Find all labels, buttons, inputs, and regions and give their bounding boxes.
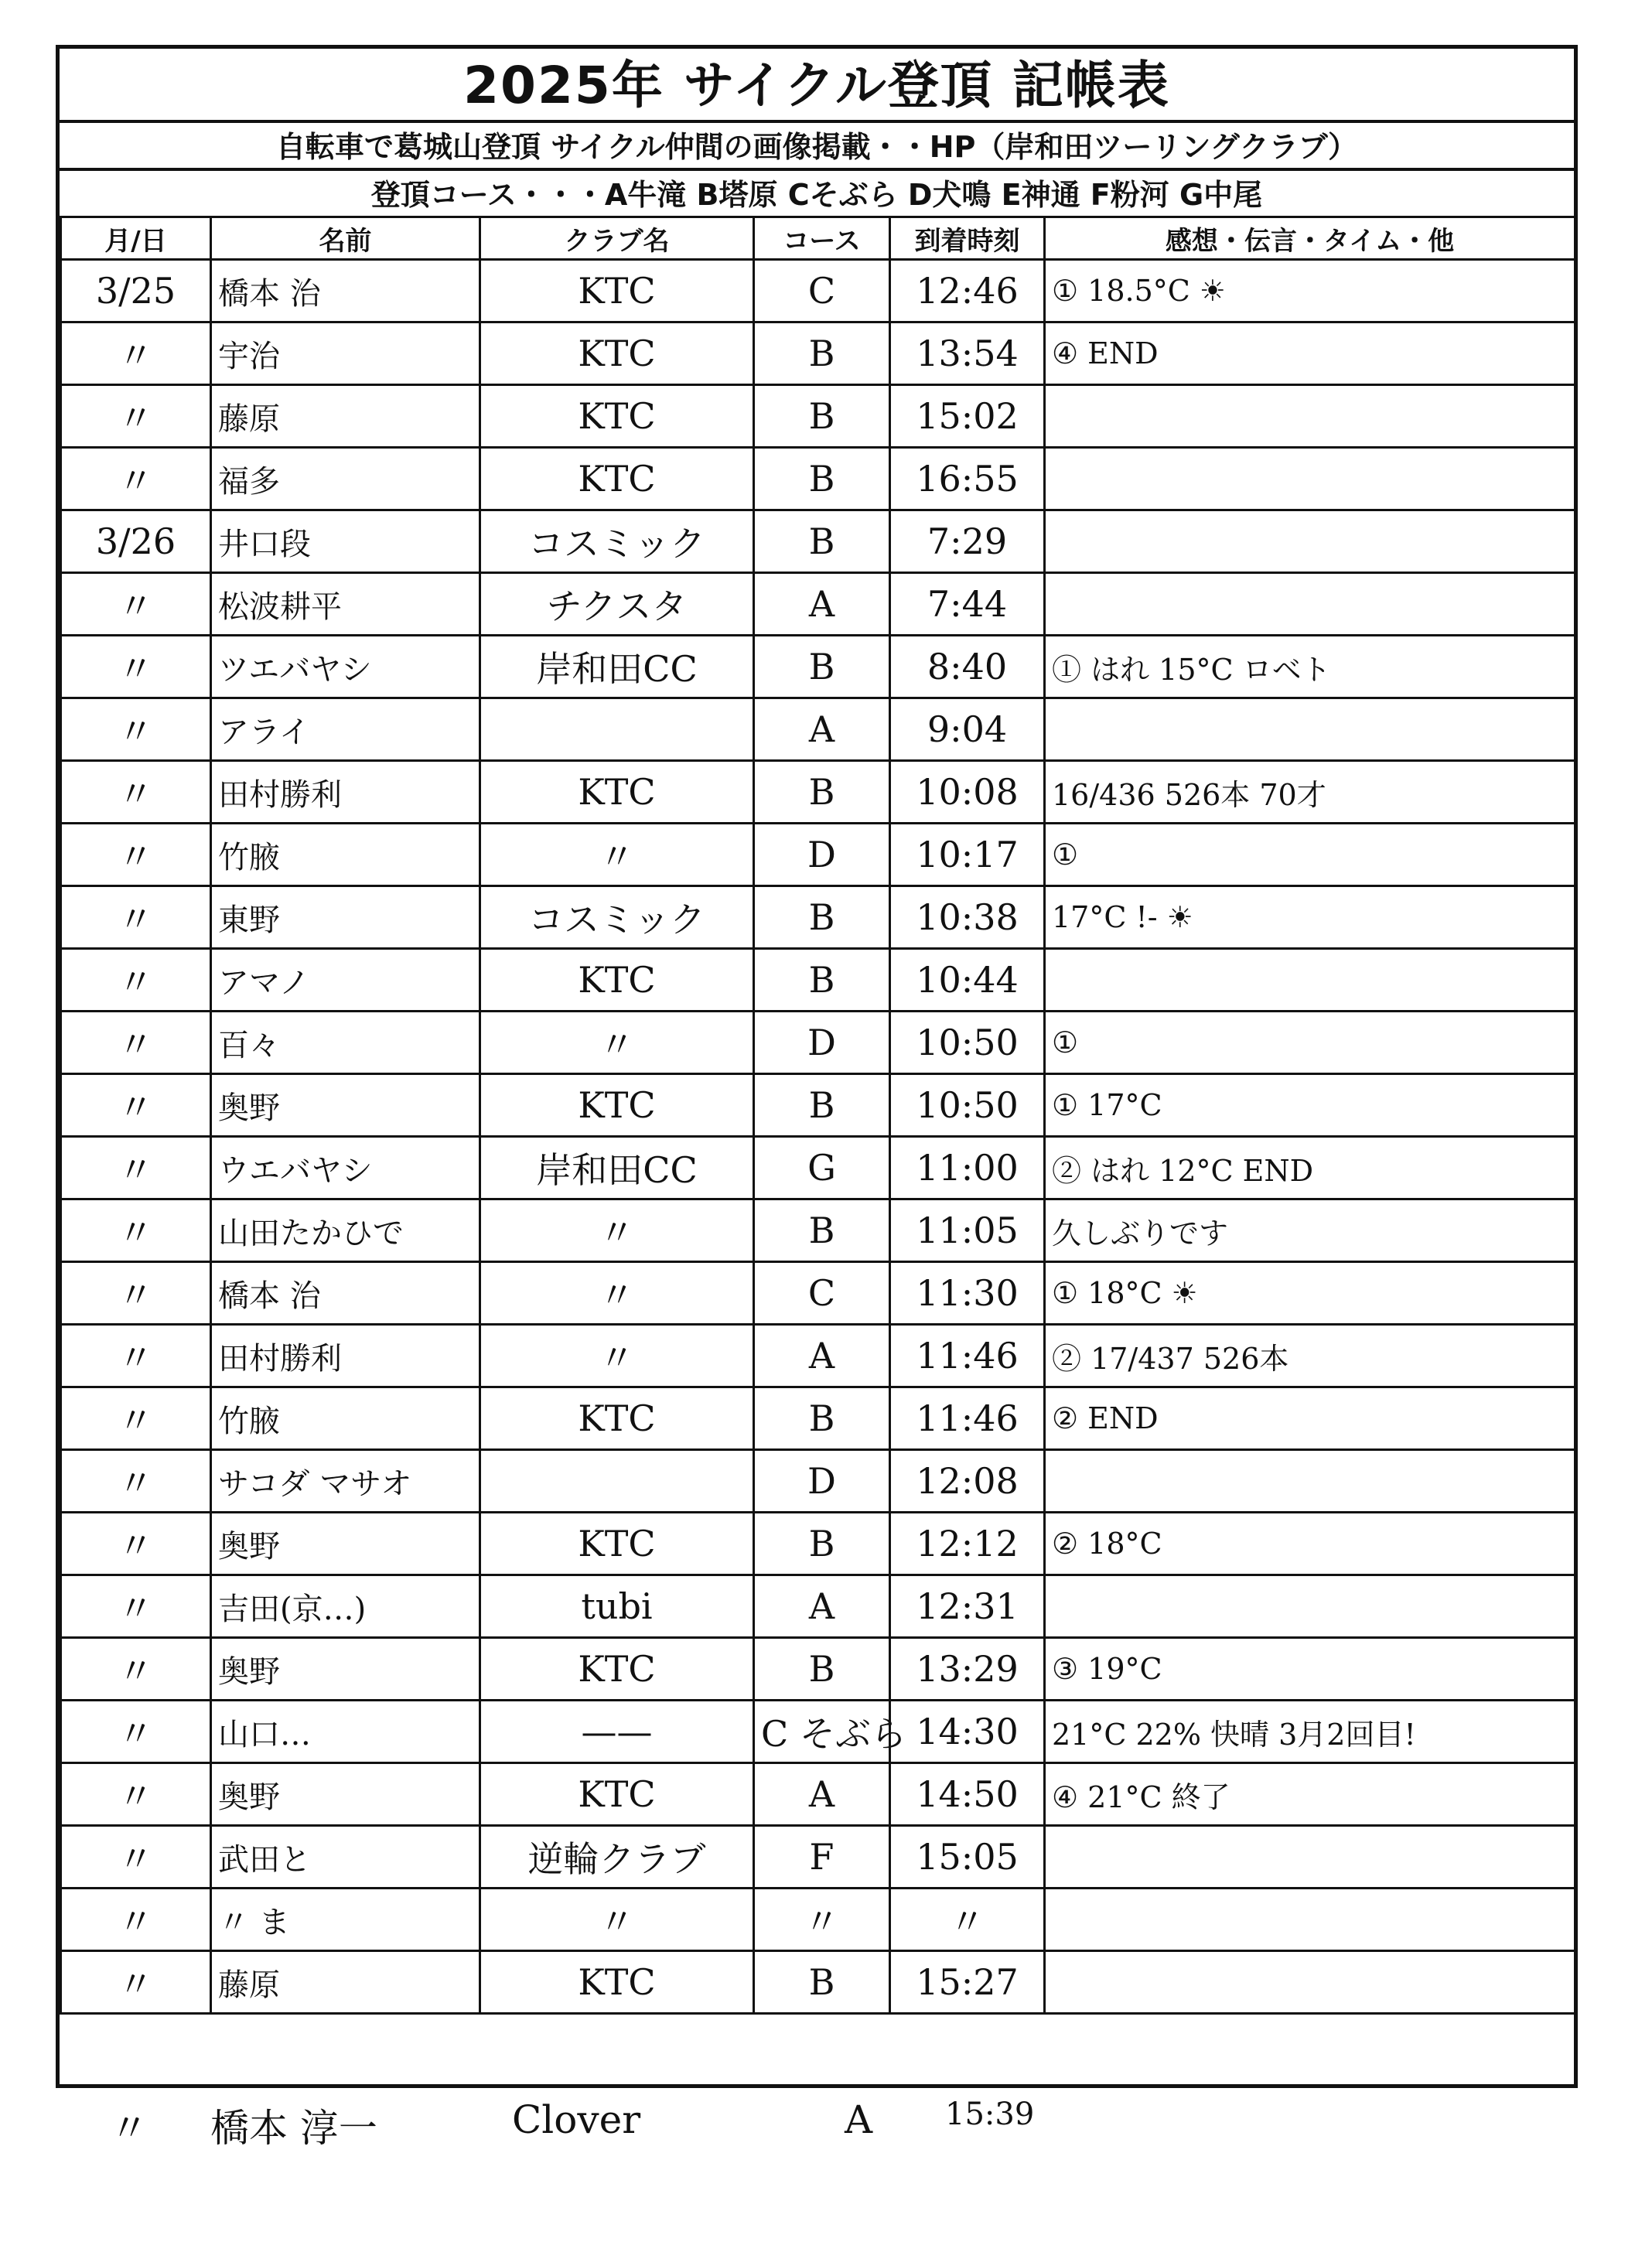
cell-date: 〃	[61, 698, 211, 761]
cell-date: 〃	[61, 1513, 211, 1575]
cell-time: 14:30	[890, 1701, 1045, 1763]
cell-club: 逆輪クラブ	[480, 1826, 754, 1889]
cell-name: 奥野	[211, 1638, 480, 1701]
extra-date: 〃	[110, 2106, 148, 2151]
cell-name: アマノ	[211, 949, 480, 1012]
table-row	[61, 761, 1575, 824]
cell-date: 〃	[61, 1889, 211, 1951]
cell-club: KTC	[480, 949, 754, 1012]
cell-date: 〃	[61, 1951, 211, 2014]
cell-course: B	[754, 1638, 890, 1701]
cell-name: 橋本 治	[211, 1262, 480, 1325]
cell-date: 〃	[61, 573, 211, 636]
extra-time: 15:39	[945, 2097, 1035, 2132]
cell-time: 9:04	[890, 698, 1045, 761]
extra-name: 橋本 淳一	[210, 2106, 377, 2151]
cell-date: 〃	[61, 949, 211, 1012]
cell-date: 〃	[61, 761, 211, 824]
cell-time: 11:00	[890, 1137, 1045, 1199]
cell-date: 〃	[61, 1575, 211, 1638]
table-row	[61, 886, 1575, 949]
cell-time: 7:44	[890, 573, 1045, 636]
table-row	[61, 1137, 1575, 1199]
table-row	[61, 1889, 1575, 1951]
cell-date: 〃	[61, 1199, 211, 1262]
cell-note: ①	[1045, 1012, 1575, 1074]
cell-name: 宇治	[211, 322, 480, 385]
col-header-name: 名前	[211, 217, 480, 260]
table-row	[61, 1199, 1575, 1262]
cell-time: 11:30	[890, 1262, 1045, 1325]
cell-date: 〃	[61, 1262, 211, 1325]
cell-time: 12:08	[890, 1450, 1045, 1513]
cell-club: KTC	[480, 1951, 754, 2014]
cell-course: A	[754, 573, 890, 636]
cell-name: 松波耕平	[211, 573, 480, 636]
table-row	[61, 448, 1575, 510]
cell-date: 〃	[61, 322, 211, 385]
cell-name: 〃 ま	[211, 1889, 480, 1951]
col-header-arrival-time: 到着時刻	[890, 217, 1045, 260]
cell-date: 3/25	[61, 260, 211, 322]
cell-date: 〃	[61, 886, 211, 949]
cell-date: 〃	[61, 1763, 211, 1826]
cell-note	[1045, 698, 1575, 761]
cell-date: 〃	[61, 1450, 211, 1513]
cell-course: G	[754, 1137, 890, 1199]
cell-club: 岸和田CC	[480, 1137, 754, 1199]
cell-time: 12:31	[890, 1575, 1045, 1638]
cell-course: D	[754, 824, 890, 886]
cell-time: 13:29	[890, 1638, 1045, 1701]
cell-note	[1045, 949, 1575, 1012]
cell-name: 奥野	[211, 1513, 480, 1575]
cell-note: ① 17°C	[1045, 1074, 1575, 1137]
cell-club: KTC	[480, 1513, 754, 1575]
cell-note	[1045, 1889, 1575, 1951]
cell-course: A	[754, 1325, 890, 1387]
cell-club: 〃	[480, 1012, 754, 1074]
cell-date: 〃	[61, 1826, 211, 1889]
table-row	[61, 1325, 1575, 1387]
cell-note	[1045, 1826, 1575, 1889]
cell-time: 11:46	[890, 1325, 1045, 1387]
table-row	[61, 1638, 1575, 1701]
cell-name: 井口段	[211, 510, 480, 573]
cell-name: 奥野	[211, 1074, 480, 1137]
cell-club: チクスタ	[480, 573, 754, 636]
cell-note: ② END	[1045, 1387, 1575, 1450]
cell-club: KTC	[480, 1638, 754, 1701]
cell-time: 12:46	[890, 260, 1045, 322]
cell-date: 〃	[61, 1137, 211, 1199]
cell-date: 〃	[61, 1638, 211, 1701]
cell-name: アライ	[211, 698, 480, 761]
table-row	[61, 510, 1575, 573]
cell-note	[1045, 1575, 1575, 1638]
table-row	[61, 1575, 1575, 1638]
cell-name: 藤原	[211, 385, 480, 448]
cell-course: C そぶら	[754, 1701, 890, 1763]
cell-course: D	[754, 1012, 890, 1074]
cell-club: KTC	[480, 1387, 754, 1450]
table-row	[61, 1513, 1575, 1575]
cell-course: B	[754, 949, 890, 1012]
cell-note: ④ 21°C 終了	[1045, 1763, 1575, 1826]
cell-date: 〃	[61, 1012, 211, 1074]
cell-club: 〃	[480, 1199, 754, 1262]
sheet-subtitle: 自転車で葛城山登頂 サイクル仲間の画像掲載・・HP（岸和田ツーリングクラブ）	[60, 123, 1574, 171]
cell-note: ① 18°C ☀	[1045, 1262, 1575, 1325]
cell-course: B	[754, 510, 890, 573]
cell-time: 10:50	[890, 1012, 1045, 1074]
cell-club: KTC	[480, 761, 754, 824]
cell-club: コスミック	[480, 510, 754, 573]
cell-course: B	[754, 385, 890, 448]
cell-name: 奥野	[211, 1763, 480, 1826]
cell-time: 13:54	[890, 322, 1045, 385]
climb-log-table	[60, 216, 1576, 2015]
cell-course: C	[754, 1262, 890, 1325]
table-body	[61, 260, 1575, 2014]
cell-note	[1045, 573, 1575, 636]
table-row	[61, 949, 1575, 1012]
cell-course: B	[754, 1513, 890, 1575]
cell-note: 16/436 526本 70才	[1045, 761, 1575, 824]
col-header-date: 月/日	[61, 217, 211, 260]
cell-date: 3/26	[61, 510, 211, 573]
cell-course: C	[754, 260, 890, 322]
table-row	[61, 824, 1575, 886]
cell-club: 〃	[480, 1889, 754, 1951]
cell-club: KTC	[480, 260, 754, 322]
table-row	[61, 260, 1575, 322]
cell-name: 竹腋	[211, 1387, 480, 1450]
cell-note: 21°C 22% 快晴 3月2回目!	[1045, 1701, 1575, 1763]
cell-time: 15:02	[890, 385, 1045, 448]
table-row	[61, 573, 1575, 636]
extra-club: Clover	[512, 2097, 641, 2142]
table-header-row	[61, 217, 1575, 260]
cell-date: 〃	[61, 1701, 211, 1763]
cell-club: KTC	[480, 322, 754, 385]
col-header-course: コース	[754, 217, 890, 260]
cell-club: 〃	[480, 1262, 754, 1325]
table-row	[61, 385, 1575, 448]
extra-entry-row	[56, 2088, 1578, 2212]
cell-date: 〃	[61, 1325, 211, 1387]
cell-note: 久しぶりです	[1045, 1199, 1575, 1262]
cell-time: 10:50	[890, 1074, 1045, 1137]
cell-note	[1045, 385, 1575, 448]
cell-course: A	[754, 1763, 890, 1826]
cell-club: KTC	[480, 448, 754, 510]
table-row	[61, 698, 1575, 761]
table-row	[61, 636, 1575, 698]
cell-note: ② 18°C	[1045, 1513, 1575, 1575]
cell-course: B	[754, 1199, 890, 1262]
cell-club: KTC	[480, 1763, 754, 1826]
cell-course: A	[754, 1575, 890, 1638]
cell-note: ① 18.5°C ☀	[1045, 260, 1575, 322]
table-row	[61, 1450, 1575, 1513]
cell-note: ② はれ 12°C END	[1045, 1137, 1575, 1199]
cell-time: 11:46	[890, 1387, 1045, 1450]
cell-date: 〃	[61, 1074, 211, 1137]
cell-note: ② 17/437 526本	[1045, 1325, 1575, 1387]
cell-time: 11:05	[890, 1199, 1045, 1262]
cell-note	[1045, 1951, 1575, 2014]
cell-name: 武田と	[211, 1826, 480, 1889]
course-legend: 登頂コース・・・A牛滝 B塔原 Cそぶら D犬鳴 E神通 F粉河 G中尾	[370, 178, 1263, 212]
cell-name: 福多	[211, 448, 480, 510]
table-row	[61, 1262, 1575, 1325]
cell-club: 〃	[480, 1325, 754, 1387]
table-row	[61, 1012, 1575, 1074]
cell-name: 田村勝利	[211, 1325, 480, 1387]
cell-course: B	[754, 886, 890, 949]
cell-note: ①	[1045, 824, 1575, 886]
table-row	[61, 1763, 1575, 1826]
log-sheet	[56, 45, 1578, 2088]
cell-club: 〃	[480, 824, 754, 886]
table-row	[61, 1951, 1575, 2014]
cell-time: 15:05	[890, 1826, 1045, 1889]
cell-name: 山口…	[211, 1701, 480, 1763]
cell-course: B	[754, 1387, 890, 1450]
cell-club	[480, 1450, 754, 1513]
col-header-notes: 感想・伝言・タイム・他	[1045, 217, 1575, 260]
cell-date: 〃	[61, 448, 211, 510]
cell-note: ④ END	[1045, 322, 1575, 385]
cell-course: B	[754, 1951, 890, 2014]
cell-note	[1045, 510, 1575, 573]
cell-name: 藤原	[211, 1951, 480, 2014]
cell-course: B	[754, 1074, 890, 1137]
cell-course: D	[754, 1450, 890, 1513]
cell-date: 〃	[61, 636, 211, 698]
cell-note: 17°C !- ☀	[1045, 886, 1575, 949]
cell-club: tubi	[480, 1575, 754, 1638]
cell-date: 〃	[61, 385, 211, 448]
cell-date: 〃	[61, 1387, 211, 1450]
table-row	[61, 1701, 1575, 1763]
cell-course: 〃	[754, 1889, 890, 1951]
cell-note: ① はれ 15°C ロベト	[1045, 636, 1575, 698]
cell-course: B	[754, 636, 890, 698]
cell-club	[480, 698, 754, 761]
cell-time: 8:40	[890, 636, 1045, 698]
cell-note: ③ 19°C	[1045, 1638, 1575, 1701]
cell-name: ツエバヤシ	[211, 636, 480, 698]
cell-name: 山田たかひで	[211, 1199, 480, 1262]
sheet-title: 2025年 サイクル登頂 記帳表	[60, 49, 1574, 123]
cell-course: B	[754, 761, 890, 824]
cell-date: 〃	[61, 824, 211, 886]
cell-name: 百々	[211, 1012, 480, 1074]
cell-club: ——	[480, 1701, 754, 1763]
cell-time: 10:38	[890, 886, 1045, 949]
table-row	[61, 1826, 1575, 1889]
cell-club: 岸和田CC	[480, 636, 754, 698]
cell-course: F	[754, 1826, 890, 1889]
cell-name: 東野	[211, 886, 480, 949]
cell-note	[1045, 448, 1575, 510]
cell-time: 10:17	[890, 824, 1045, 886]
cell-time: 10:44	[890, 949, 1045, 1012]
table-row	[61, 1074, 1575, 1137]
cell-course: B	[754, 322, 890, 385]
cell-club: KTC	[480, 1074, 754, 1137]
cell-club: コスミック	[480, 886, 754, 949]
cell-name: ウエバヤシ	[211, 1137, 480, 1199]
cell-club: KTC	[480, 385, 754, 448]
cell-time: 12:12	[890, 1513, 1045, 1575]
cell-time: 7:29	[890, 510, 1045, 573]
cell-time: 15:27	[890, 1951, 1045, 2014]
cell-course: B	[754, 448, 890, 510]
cell-name: サコダ マサオ	[211, 1450, 480, 1513]
cell-note	[1045, 1450, 1575, 1513]
cell-name: 橋本 治	[211, 260, 480, 322]
extra-course: A	[845, 2097, 873, 2142]
table-row	[61, 322, 1575, 385]
cell-name: 田村勝利	[211, 761, 480, 824]
cell-time: 14:50	[890, 1763, 1045, 1826]
cell-name: 吉田(京…)	[211, 1575, 480, 1638]
cell-time: 10:08	[890, 761, 1045, 824]
cell-course: A	[754, 698, 890, 761]
table-row	[61, 1387, 1575, 1450]
col-header-club: クラブ名	[480, 217, 754, 260]
cell-time: 16:55	[890, 448, 1045, 510]
cell-time: 〃	[890, 1889, 1045, 1951]
cell-name: 竹腋	[211, 824, 480, 886]
